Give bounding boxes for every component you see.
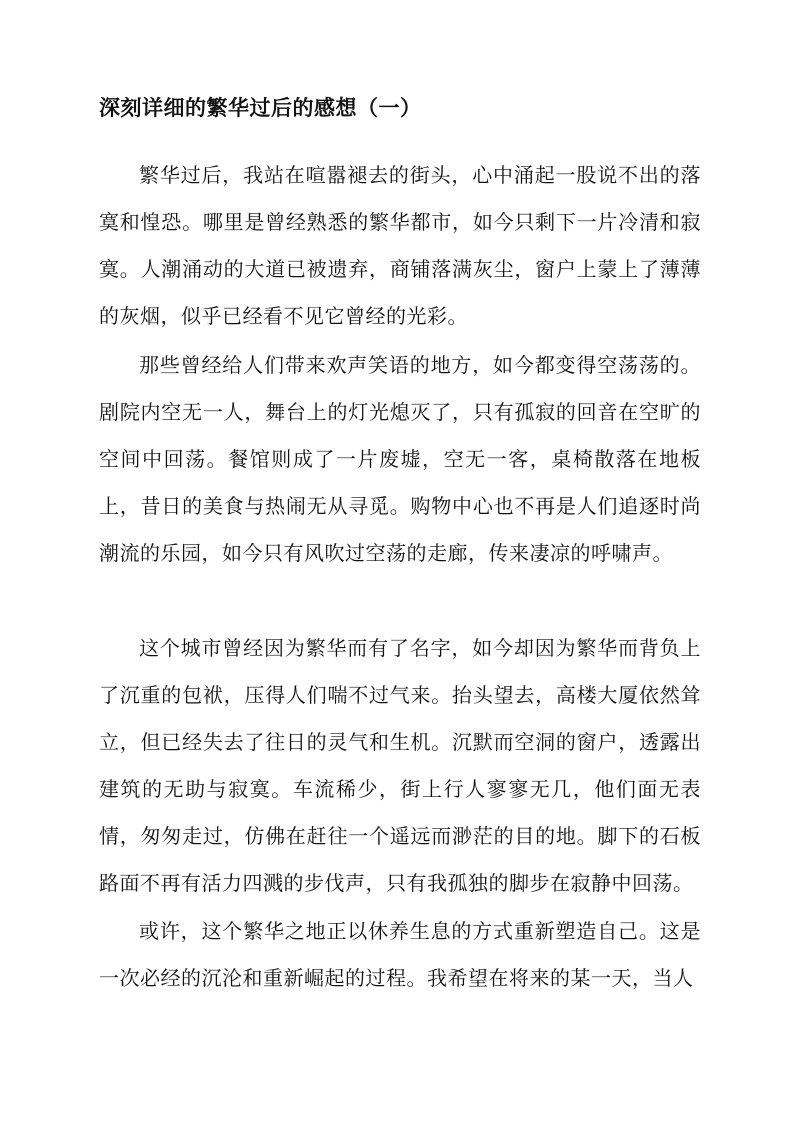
paragraph-2: 那些曾经给人们带来欢声笑语的地方，如今都变得空荡荡的。剧院内空无一人，舞台上的灯光熄灭了，只有孤寂的回音在空旷的空间中回荡。餐馆则成了一片废墟，空无一客，桌椅散落在地板上，昔日的美食与热闹无从寻觅。购物中心也不再是人们追逐时尚潮流的乐园，如今只有风吹过空荡的走廊，传来凄凉的呼啸声。: [99, 353, 701, 565]
paragraph-3: 这个城市曾经因为繁华而有了名字，如今却因为繁华而背负上了沉重的包袱，压得人们喘不过气来。抬头望去，高楼大厦依然耸立，但已经失去了往日的灵气和生机。沉默而空洞的窗户，透露出建筑的无助与寂寞。车流稀少，街上行人寥寥无几，他们面无表情，匆匆走过，仿佛在赶往一个遥远而渺茫的目的地。脚下的石板路面不再有活力四溅的步伐声，只有我孤独的脚步在寂静中回荡。: [99, 636, 701, 895]
paragraph-1: 繁华过后，我站在喧嚣褪去的街头，心中涌起一股说不出的落寞和惶恐。哪里是曾经熟悉的繁华都市，如今只剩下一片冷清和寂寞。人潮涌动的大道已被遗弃，商铺落满灰尘，窗户上蒙上了薄薄的灰烟，似乎已经看不见它曾经的光彩。: [99, 163, 701, 328]
document-title: 深刻详细的繁华过后的感想（一）: [99, 95, 422, 120]
paragraph-4: 或许，这个繁华之地正以休养生息的方式重新塑造自己。这是一次必经的沉沦和重新崛起的过程。我希望在将来的某一天，当人: [99, 919, 701, 990]
